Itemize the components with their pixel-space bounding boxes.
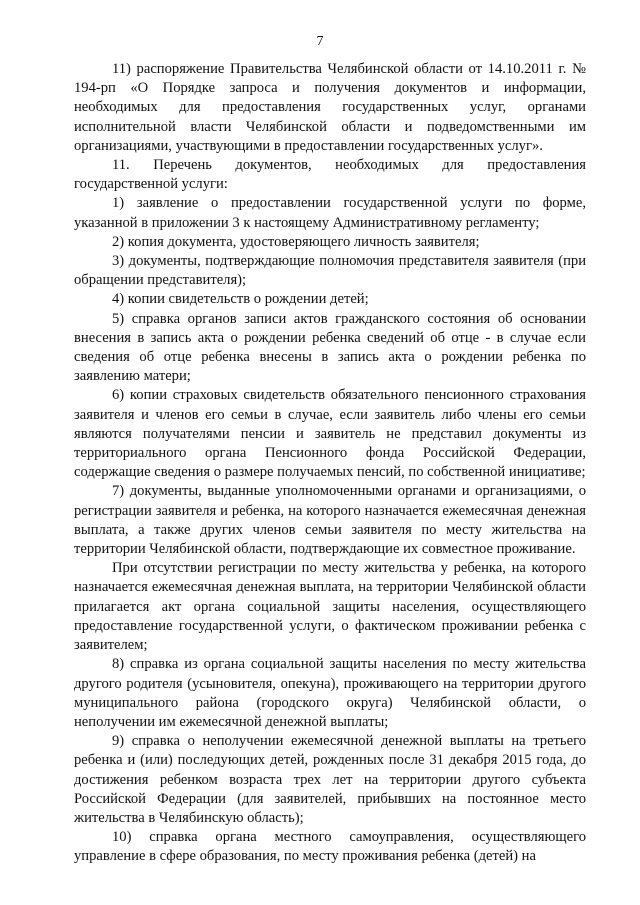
paragraph-item-4: 4) копии свидетельств о рождении детей; [112, 291, 369, 308]
page-number: 7 [316, 34, 324, 49]
paragraph-item-6: 6) копии страховых свидетельств обязательного пенсионного страхования заявителя и членов его семьи в случае, если заявитель либо члены его семьи являются получателями пенсии и заявитель не представил документы из территориального органа Пенсионного фонда Российской Федерации, содержащие сведения о размере получаемых пенсий, по собственной инициативе; [74, 387, 586, 481]
paragraph-item-7-note: При отсутствии регистрации по месту жительства у ребенка, на которого назначается ежемесячная денежная выплата, на территории Челябинской области прилагается акт органа социальной защиты населения, осуществляющего предоставление государственной услуги, о фактическом проживании ребенка с заявителем; [74, 560, 586, 654]
paragraph-item-8: 8) справка из органа социальной защиты населения по месту жительства другого родителя (усыновителя, опекуна), проживающего на территории другого муниципального района (городского округа) Челябинской области, о неполучении им ежемесячной денежной выплаты; [74, 656, 586, 730]
paragraph-item-3: 3) документы, подтверждающие полномочия представителя заявителя (при обращении представителя); [74, 253, 586, 289]
document-body [74, 60, 586, 867]
paragraph-item-9: 9) справка о неполучении ежемесячной денежной выплаты на третьего ребенка и (или) последующих детей, рожденных после 31 декабря 2015 года, до достижения ребенком возраста трех лет на территории другого субъекта Российской Федерации (для заявителей, прибывших на постоянное место жительства в Челябинскую область); [74, 733, 586, 826]
paragraph-item-10: 10) справка органа местного самоуправления, осуществляющего управление в сфере образования, по месту проживания ребенка (детей) на [74, 829, 586, 865]
paragraph-section-11-heading: 11. Перечень документов, необходимых для предоставления государственной услуги: [74, 157, 586, 193]
paragraph-item-2: 2) копия документа, удостоверяющего личность заявителя; [112, 233, 480, 250]
paragraph-regulation-11: 11) распоряжение Правительства Челябинской области от 14.10.2011 г. № 194-рп «О Порядке запроса и получения документов и информации, необходимых для предоставления государственных услуг, органами исполнительной власти Челябинской области и подведомственными им организациями, участвующими в предоставлении государственных услуг». [74, 61, 586, 154]
paragraph-item-7: 7) документы, выданные уполномоченными органами и организациями, о регистрации заявителя и ребенка, на которого назначается ежемесячная денежная выплата, а также других членов семьи заявителя по месту жительства на территории Челябинской области, подтверждающие их совместное проживание. [74, 483, 586, 558]
paragraph-item-5: 5) справка органов записи актов гражданского состояния об основании внесения в запись акта о рождении ребенка сведений об отце - в случае если сведения об отце ребенка внесены в запись акта о рождении ребенка по заявлению матери; [74, 310, 586, 385]
paragraph-item-1: 1) заявление о предоставлении государственной услуги по форме, указанной в приложении 3 к настоящему Административному регламенту; [74, 195, 586, 231]
